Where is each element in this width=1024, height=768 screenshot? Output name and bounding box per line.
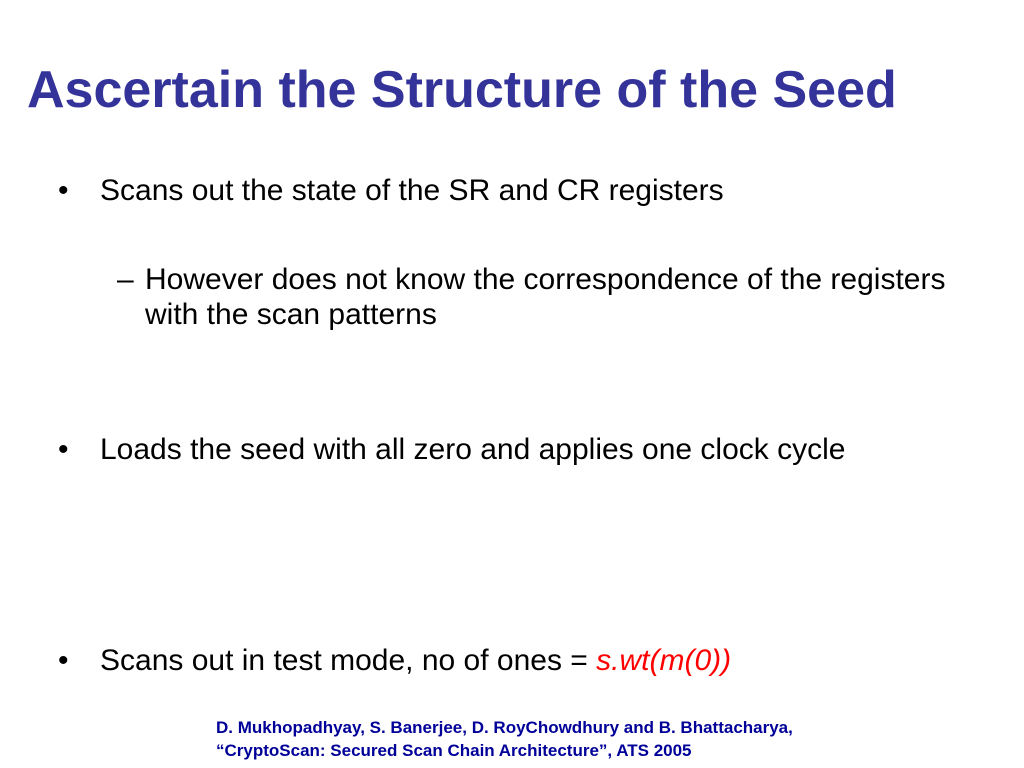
formula-emphasis: s.wt(m(0)) (596, 644, 732, 677)
bullet-text (100, 643, 958, 678)
sub-bullet-item (117, 262, 977, 332)
bullet-marker: • (58, 433, 69, 466)
bullet-marker: • (58, 174, 69, 207)
bullet-text: Loads the seed with all zero and applies one clock cycle (100, 433, 846, 466)
bullet-item (58, 643, 958, 678)
citation-authors: D. Mukhopadhyay, S. Banerjee, D. RoyChowdhury and B. Bhattacharya, (216, 718, 793, 737)
sub-bullet-marker: – (117, 263, 134, 296)
bullet-text: Scans out the state of the SR and CR registers (100, 174, 724, 207)
sub-bullet-text: However does not know the correspondence of the registers with the scan patterns (145, 263, 946, 331)
bullet-item (58, 173, 958, 208)
bullet-item (58, 432, 958, 467)
citation (216, 716, 976, 762)
bullet-text-plain: Scans out in test mode, no of ones = (100, 644, 597, 677)
slide-title: Ascertain the Structure of the Seed (27, 61, 897, 119)
bullet-marker: • (58, 644, 69, 677)
citation-reference: “CryptoScan: Secured Scan Chain Architecture”, ATS 2005 (216, 741, 692, 760)
